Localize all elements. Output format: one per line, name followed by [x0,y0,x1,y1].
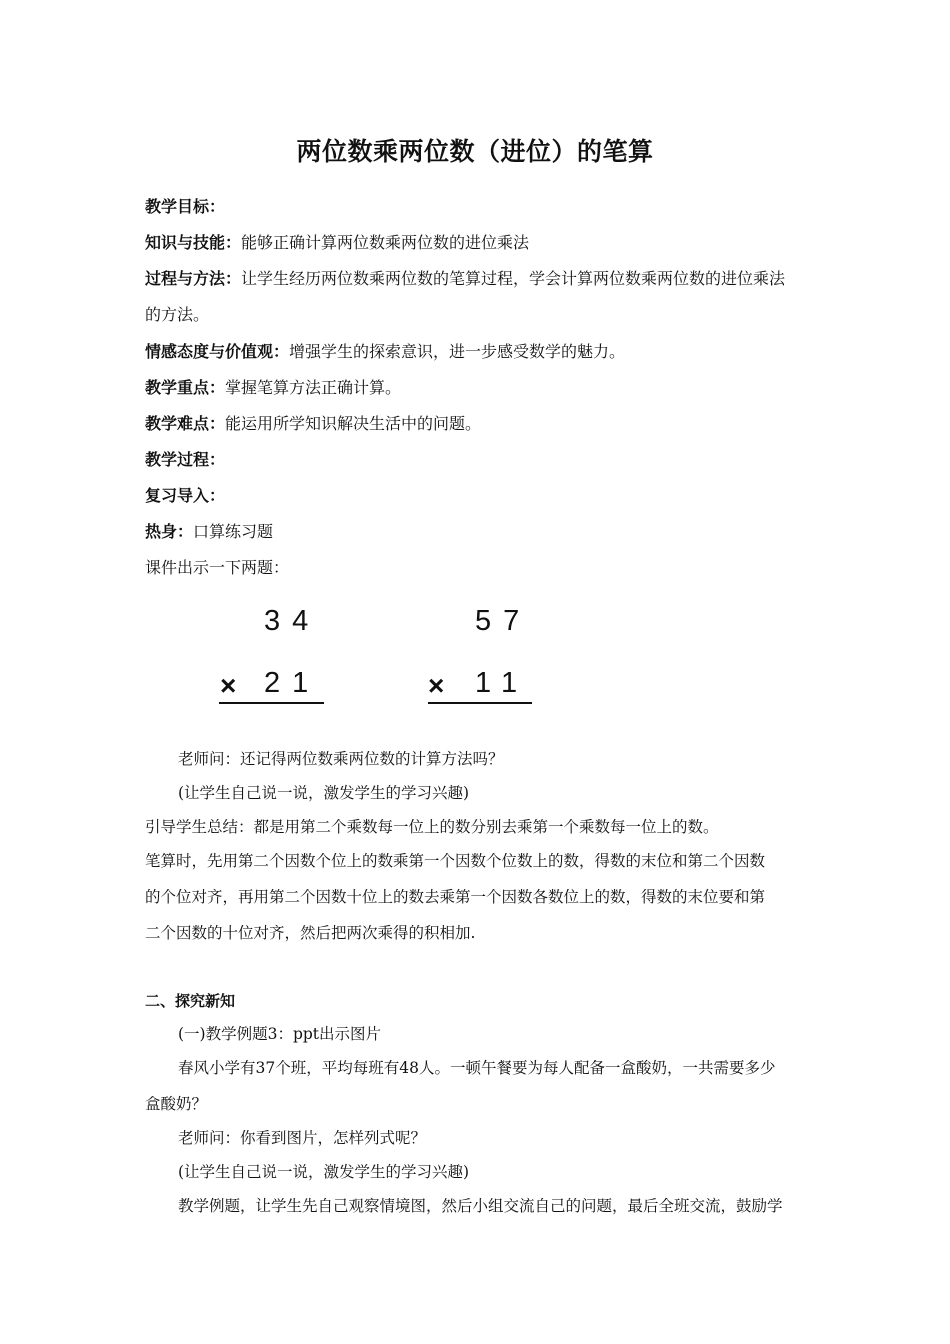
process-line [145,266,785,289]
student-note-1: (让学生自己说一说，激发学生的学习兴趣) [178,784,470,802]
calc2-times-sign: × [428,670,445,701]
teacher-question-1: 老师问：还记得两位数乘两位数的计算方法吗？ [178,750,504,768]
process-text: 让学生经历两位数乘两位数的笔算过程，学会计算两位数乘两位数的进位乘法 [241,269,786,288]
warmup-text: 口算练习题 [193,522,274,541]
knowledge-label: 知识与技能： [145,233,242,252]
method-line-3: 二个因数的十位对齐，然后把两次乘得的积相加. [145,924,476,942]
objectives-heading: 教学目标： [145,197,226,216]
difficulty-text: 能运用所学知识解决生活中的问题。 [225,414,482,433]
student-note-2: (让学生自己说一说，激发学生的学习兴趣) [178,1163,470,1181]
example-title: (一)教学例题3：ppt出示图片 [178,1025,382,1043]
difficulty-label: 教学难点： [145,414,226,433]
calc1-top-number: 34 [264,605,321,637]
calc1-bottom-number: 21 [264,667,321,699]
attitude-label: 情感态度与价值观： [145,342,290,361]
key-point-line [145,375,401,398]
calc1-underline [219,702,324,704]
method-line-2: 的个位对齐，再用第二个因数十位上的数去乘第一个因数各数位上的数，得数的末位要和第 [145,888,766,906]
process-line-cont: 的方法。 [145,305,210,324]
key-point-label: 教学重点： [145,378,226,397]
method-line-1: 笔算时，先用第二个因数个位上的数乘第一个因数个位数上的数，得数的末位和第二个因数 [145,852,766,870]
page-title: 两位数乘两位数（进位）的笔算 [296,137,654,166]
warmup-label: 热身： [145,522,194,541]
guide-summary: 引导学生总结：都是用第二个乘数每一位上的数分别去乘第一个乘数每一位上的数。 [145,818,719,836]
process-label: 过程与方法： [145,269,242,288]
problem-line-2: 盒酸奶？ [145,1095,208,1113]
knowledge-text: 能够正确计算两位数乘两位数的进位乘法 [241,233,530,252]
last-line: 教学例题，让学生先自己观察情境图，然后小组交流自己的问题，最后全班交流，鼓励学 [178,1197,783,1215]
calc2-underline [428,702,532,704]
process-heading: 教学过程： [145,450,226,469]
calc1-times-sign: × [220,670,237,701]
teacher-question-2: 老师问：你看到图片，怎样列式呢？ [178,1129,427,1147]
attitude-line [145,339,625,362]
key-point-text: 掌握笔算方法正确计算。 [225,378,402,397]
review-heading: 复习导入： [145,486,226,505]
attitude-text: 增强学生的探索意识，进一步感受数学的魅力。 [289,342,626,361]
section-2-heading: 二、探究新知 [145,992,236,1010]
courseware-line: 课件出示一下两题： [145,558,290,577]
problem-line-1: 春风小学有37个班，平均每班有48人。一顿午餐要为每人配备一盒酸奶，一共需要多少 [178,1059,776,1077]
warmup-line [145,519,273,542]
difficulty-line [145,411,481,434]
calc2-bottom-number: 11 [475,667,530,699]
knowledge-line [145,230,529,253]
calc2-top-number: 57 [475,605,532,637]
